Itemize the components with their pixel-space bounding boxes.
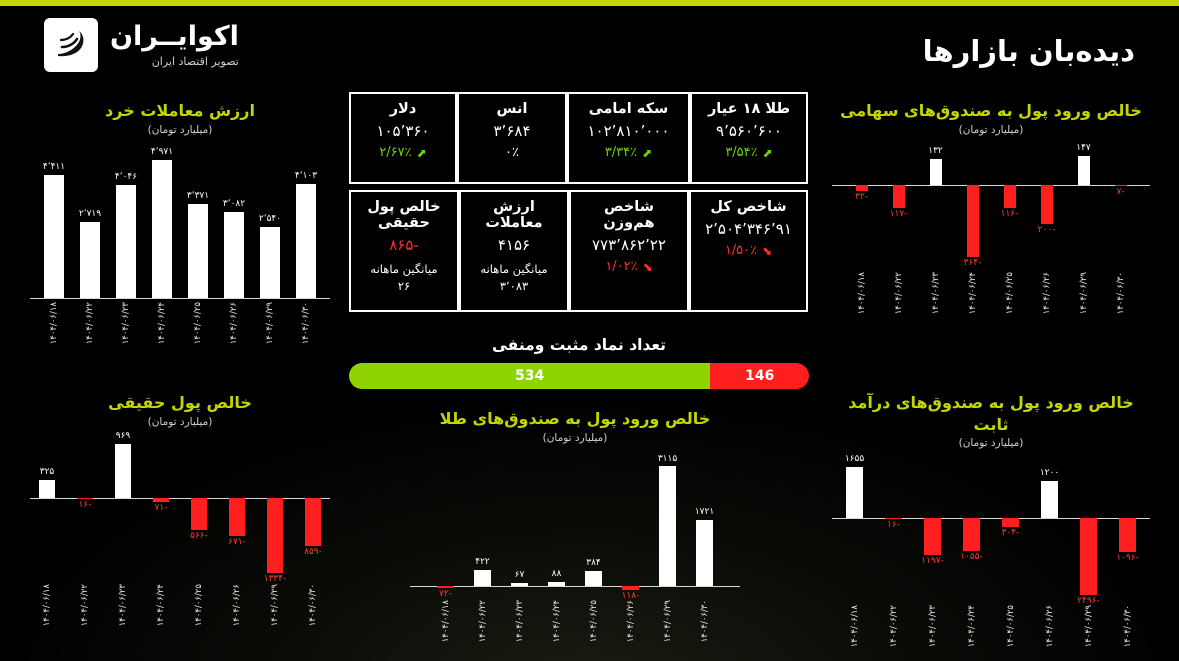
chart-x-axis-labels [832,272,1150,334]
chart-title: ارزش معاملات خرد [105,101,255,120]
chart-bar-label: -۸۵۹ [304,547,322,558]
chart-bar-label: -۱۱۶ [1000,208,1019,219]
metric-label: خالص پول حقیقی [367,199,441,231]
chart-x-tick-label: ۱۴۰۴/۰۶/۲۵ [1005,605,1016,648]
brand [44,18,239,72]
chart-zero-axis [832,185,1150,186]
chart-bar-label: ۴٬۱۰۳ [294,170,318,181]
brand-text [110,21,239,69]
chart-bar-label: ۴٬۰۴۶ [114,172,138,183]
chart-bar-label: ۹۶۹ [115,431,131,442]
chart-bar [80,222,100,298]
chart-bar-label: -۱۳۳۴ [263,574,287,585]
chart-bar-label: -۱۱۷ [889,208,908,219]
chart-bar-label: ۴۲۲ [475,556,490,567]
chart-panel-equity-funds [832,100,1150,334]
chart-bar-label: ۶۷ [514,570,525,581]
chart-bar-label: -۶۷۱ [228,536,246,547]
chart-bar [585,571,602,586]
chart-title: خالص ورود پول به صندوق‌های سهامی [840,101,1142,120]
chart-x-tick-label: ۱۴۰۴/۰۶/۱۸ [42,583,52,626]
chart-x-tick-label: ۱۴۰۴/۰۶/۲۳ [514,599,525,642]
symbol-count-panel [349,336,809,389]
chart-title: خالص ورود پول به صندوق‌های طلا [439,409,711,428]
chart-bar [846,467,863,518]
chart-x-tick-label: ۱۴۰۴/۰۶/۳۰ [1122,605,1133,648]
metric-value: ۱۰۲٬۸۱۰٬۰۰۰ [587,122,670,140]
chart-x-tick-label: ۱۴۰۴/۰۶/۲۵ [193,301,203,344]
metric-label: شاخص کل [710,199,787,215]
chart-bar [924,518,941,555]
metric-sublabel: میانگین ماهانه ۳٬۰۸۳ [480,262,548,294]
chart-title: خالص پول حقیقی [108,393,252,412]
chart-subtitle: (میلیارد تومان) [147,123,213,136]
chart-bar-label: -۳۰۴ [1001,528,1020,539]
chart-bar [1119,518,1136,552]
symbol-negative-segment: 146 [710,363,809,389]
chart-subtitle: (میلیارد تومان) [958,123,1024,136]
chart-bar-label: ۳۱۱۵ [657,453,678,464]
chart-bar-label: ۸۸ [551,569,562,580]
chart-bar-label: -۷۱ [154,503,168,514]
chart-bar-label: -۲۴۹۶ [1077,595,1100,606]
chart-subtitle: (میلیارد تومان) [542,431,608,444]
chart-bar-label: ۱۲۰۰ [1039,468,1060,479]
chart-bar [474,570,491,586]
chart-bar-label: ۴٬۹۷۱ [150,146,174,157]
metrics-row-top [349,92,809,184]
chart-bar [305,498,321,546]
chart-bar-label: ۳٬۰۸۲ [222,198,246,209]
chart-x-tick-label: ۱۴۰۴/۰۶/۲۶ [625,599,636,642]
chart-plot-area [832,143,1150,268]
chart-x-tick-label: ۱۴۰۴/۰۶/۲۹ [1083,605,1094,648]
metric-change: ۲/۶۷٪ ⬈ [379,145,427,160]
chart-x-tick-label: ۱۴۰۴/۰۶/۲۵ [588,599,599,642]
metric-value: ۴۱۵۶ [497,236,531,254]
chart-x-tick-label: ۱۴۰۴/۰۶/۲۴ [966,605,977,648]
chart-plot-area [30,431,330,585]
chart-x-tick-label: ۱۴۰۴/۰۶/۲۴ [156,583,166,626]
chart-bar [1004,185,1016,208]
chart-bar [296,184,316,298]
chart-panel-fixed-income-funds [832,392,1150,661]
metric-box [349,190,459,312]
chart-bar-label: ۱۳۲ [928,146,943,157]
chart-bar [39,480,55,498]
chart-bar-label: -۷۲ [439,589,452,600]
chart-plot-area [832,454,1150,606]
chart-x-tick-label: ۱۴۰۴/۰۶/۱۸ [856,271,867,314]
chart-title: خالص ورود پول به صندوق‌های درآمد ثابت [848,393,1134,434]
chart-bar-label: -۱۶ [887,519,900,530]
page-title: دیده‌بان بازارها [922,34,1135,68]
chart-bar-label: -۱۱۹۷ [921,555,944,566]
chart-x-axis-labels [30,584,330,646]
metric-value: ۳٬۶۸۴ [493,122,531,140]
eghtesad-logo-icon [44,18,98,72]
chart-bar [1041,185,1053,224]
chart-bar-label: -۲۰۰ [1037,225,1056,236]
chart-x-axis-labels [410,600,740,661]
metric-value: ۹٬۵۶۰٬۶۰۰ [716,122,782,140]
metric-label: شاخص هم‌وزن [603,199,655,231]
chart-x-tick-label: ۱۴۰۴/۰۶/۳۰ [301,301,311,344]
chart-zero-axis [410,586,740,587]
chart-x-tick-label: ۱۴۰۴/۰۶/۲۵ [1004,271,1015,314]
metric-box [567,92,690,184]
chart-bar-label: ۳۲۵ [39,467,55,478]
chart-x-tick-label: ۱۴۰۴/۰۶/۱۸ [440,599,451,642]
chart-bar [1002,518,1019,527]
chart-x-tick-label: ۱۴۰۴/۰۶/۲۳ [927,605,938,648]
chart-x-tick-label: ۱۴۰۴/۰۶/۲۴ [551,599,562,642]
arrow-up-icon: ⬈ [642,145,653,160]
chart-bar [696,520,713,586]
chart-bar [1078,156,1090,185]
chart-x-tick-label: ۱۴۰۴/۰۶/۲۶ [1041,271,1052,314]
chart-bar-label: ۲٬۵۴۰ [258,214,282,225]
chart-x-axis-labels [30,302,330,364]
chart-bar-label: ۱۶۵۵ [844,454,865,465]
chart-bar-label: ۳٬۳۷۱ [186,190,210,201]
chart-bar [893,185,905,208]
chart-bar [44,175,64,298]
chart-panel-real-money [30,392,330,646]
chart-bar [1115,185,1127,186]
chart-bar [963,518,980,550]
chart-bar-label: -۱۱۸ [621,591,640,602]
chart-x-tick-label: ۱۴۰۴/۰۶/۳۰ [699,599,710,642]
metric-label: انس [496,101,528,117]
chart-x-tick-label: ۱۴۰۴/۰۶/۳۰ [308,583,318,626]
metric-label: ارزش معاملات [485,199,543,231]
metric-box [569,190,689,312]
chart-x-tick-label: ۱۴۰۴/۰۶/۲۴ [157,301,167,344]
symbol-count-title: تعداد نماد مثبت ومنفی [491,336,667,354]
metric-box [349,92,457,184]
metric-change: ۱/۰۲٪ ⬊ [605,259,653,274]
chart-bar [224,212,244,298]
chart-x-tick-label: ۱۴۰۴/۰۶/۲۲ [888,605,899,648]
chart-bar [930,159,942,185]
metric-label: طلا ۱۸ عیار [707,101,791,117]
chart-bar [511,583,528,586]
metric-change: ۰٪ [505,145,519,160]
chart-zero-axis [30,298,330,299]
chart-bar [548,582,565,585]
brand-title: اکوایــران [110,21,239,53]
chart-x-tick-label: ۱۴۰۴/۰۶/۲۶ [229,301,239,344]
chart-bar [229,498,245,536]
chart-x-tick-label: ۱۴۰۴/۰۶/۲۴ [967,271,978,314]
chart-bar [188,204,208,298]
metric-change: ۳/۵۴٪ ⬈ [725,145,773,160]
chart-bar [622,586,639,591]
chart-x-tick-label: ۱۴۰۴/۰۶/۲۶ [1044,605,1055,648]
metrics-row-bottom [349,190,809,312]
chart-subtitle: (میلیارد تومان) [147,415,213,428]
chart-bar [856,185,868,191]
chart-subtitle: (میلیارد تومان) [958,437,1024,450]
chart-bar-label: -۱۰۹۶ [1116,552,1139,563]
metric-change: ۱/۵۰٪ ⬊ [724,243,773,258]
brand-subtitle: تصویر اقتصاد ایران [151,55,239,69]
chart-zero-axis [832,518,1150,519]
chart-x-tick-label: ۱۴۰۴/۰۶/۲۳ [121,301,131,344]
arrow-up-icon: ⬈ [762,145,773,160]
metric-box [689,190,808,312]
metric-box [690,92,808,184]
metric-value: -۸۶۵ [389,236,419,254]
chart-x-tick-label: ۱۴۰۴/۰۶/۲۲ [893,271,904,314]
chart-x-tick-label: ۱۴۰۴/۰۶/۲۶ [232,583,242,626]
chart-bar [437,586,454,589]
chart-bar-label: -۳۶۴ [963,257,982,268]
chart-bar-label: ۴٬۴۱۱ [42,162,66,173]
chart-x-axis-labels [832,605,1150,661]
chart-bar [260,227,280,298]
metric-label: سکه امامی [588,101,669,117]
chart-bar-label: -۱۶ [78,500,92,511]
chart-bar [1041,481,1058,518]
metric-value: ۲٬۵۰۴٬۳۴۶٬۹۱ [705,220,792,238]
chart-bar [1080,518,1097,595]
chart-bar [153,498,169,502]
metric-sublabel: میانگین ماهانه ۲۶ [370,262,438,294]
metric-label: دلار [389,101,417,117]
chart-bar-label: ۲٬۷۱۹ [78,209,102,220]
metric-box [459,190,569,312]
chart-bar [967,185,979,257]
chart-bar-label: -۵۶۶ [190,531,208,542]
chart-bar-label: ۳۸۴ [586,557,601,568]
chart-bar-label: -۱۰۵۵ [960,551,983,562]
chart-x-tick-label: ۱۴۰۴/۰۶/۲۳ [930,271,941,314]
chart-x-tick-label: ۱۴۰۴/۰۶/۳۰ [1115,271,1126,314]
chart-panel-trade-value [30,100,330,364]
chart-x-tick-label: ۱۴۰۴/۰۶/۲۲ [477,599,488,642]
metric-value: ۱۰۵٬۳۶۰ [376,122,430,140]
chart-x-tick-label: ۱۴۰۴/۰۶/۲۲ [80,583,90,626]
chart-x-tick-label: ۱۴۰۴/۰۶/۱۸ [49,301,59,344]
chart-bar [116,185,136,297]
chart-zero-axis [30,498,330,499]
chart-bar [77,498,93,499]
arrow-down-icon: ⬊ [762,243,773,258]
symbol-positive-segment: 534 [349,363,710,389]
metric-value: ۷۷۳٬۸۶۲٬۲۲ [592,236,666,254]
chart-x-tick-label: ۱۴۰۴/۰۶/۱۸ [849,605,860,648]
chart-bar [191,498,207,530]
chart-bar-label: -۷ [1116,187,1125,198]
chart-x-tick-label: ۱۴۰۴/۰۶/۲۹ [270,583,280,626]
chart-x-tick-label: ۱۴۰۴/۰۶/۲۳ [118,583,128,626]
metric-box [457,92,567,184]
arrow-up-icon: ⬈ [416,145,427,160]
metric-change: ۳/۳۴٪ ⬈ [604,145,653,160]
chart-plot-area [410,453,740,602]
arrow-down-icon: ⬊ [642,259,653,274]
header [0,6,1179,84]
chart-panel-gold-funds [410,408,740,661]
chart-bar-label: ۱۴۷ [1076,143,1091,154]
chart-bar [152,160,172,298]
chart-bar [659,466,676,585]
chart-x-tick-label: ۱۴۰۴/۰۶/۲۹ [265,301,275,344]
metrics-panel [349,92,809,312]
chart-x-tick-label: ۱۴۰۴/۰۶/۲۲ [85,301,95,344]
chart-x-tick-label: ۱۴۰۴/۰۶/۲۵ [194,583,204,626]
chart-bar [115,444,131,498]
chart-x-tick-label: ۱۴۰۴/۰۶/۲۹ [662,599,673,642]
chart-plot-area [30,148,330,298]
chart-bar-label: ۱۷۲۱ [694,506,715,517]
symbol-count-bar [349,363,809,389]
chart-bar-label: -۳۲ [855,192,868,203]
chart-x-tick-label: ۱۴۰۴/۰۶/۲۹ [1078,271,1089,314]
chart-bar [267,498,283,573]
